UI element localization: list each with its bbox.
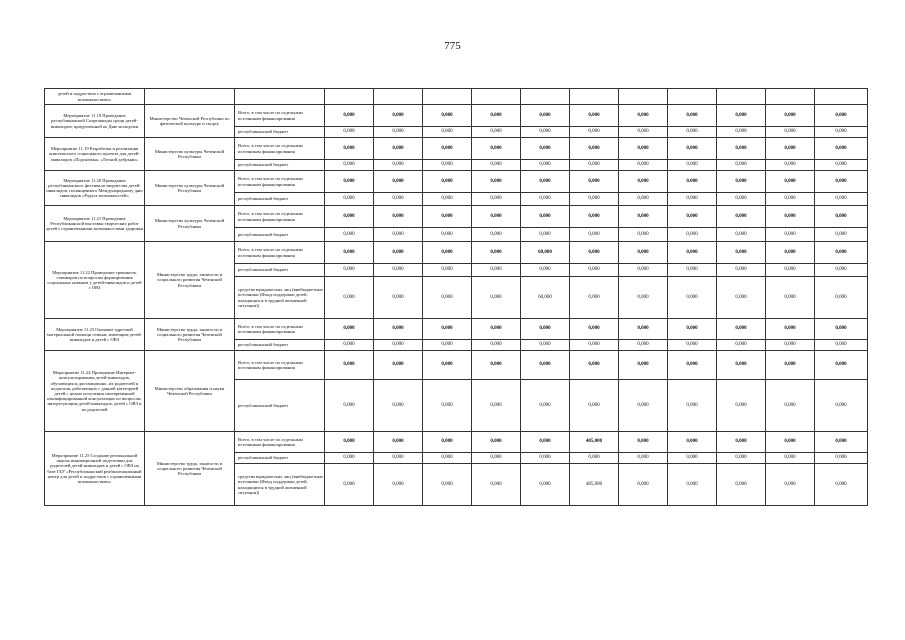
amount-cell: 0,000 (374, 171, 423, 193)
amount-cell: 0,000 (570, 228, 619, 242)
funding-source-cell: Всего, в том числе по отдельным источникам финансирования (235, 138, 325, 160)
amount-cell: 0,000 (766, 432, 815, 453)
amount-cell: 0,000 (423, 340, 472, 351)
amount-cell: 60,000 (521, 277, 570, 319)
amount-cell: 0,000 (815, 206, 868, 228)
amount-cell: 0,000 (815, 193, 868, 206)
amount-cell: 0,000 (325, 277, 374, 319)
amount-cell: 0,000 (423, 193, 472, 206)
amount-cell: 0,000 (668, 319, 717, 340)
amount-cell: 0,000 (619, 127, 668, 138)
amount-cell: 0,000 (766, 160, 815, 171)
amount-cell: 0,000 (325, 453, 374, 464)
amount-cell: 0,000 (423, 138, 472, 160)
funding-source-cell: республиканский бюджет (235, 340, 325, 351)
amount-cell: 0,000 (374, 206, 423, 228)
amount-cell: 0,000 (374, 242, 423, 264)
amount-cell: 0,000 (472, 464, 521, 506)
amount-cell: 0,000 (570, 127, 619, 138)
amount-cell: 0,000 (423, 380, 472, 432)
amount-cell: 0,000 (521, 453, 570, 464)
amount-cell: 0,000 (619, 464, 668, 506)
budget-table (44, 88, 868, 506)
executor-cell: Министерство труда, занятости и социального развития Чеченской Республики (145, 242, 235, 319)
funding-source-cell: Всего, в том числе по отдельным источникам финансирования (235, 171, 325, 193)
amount-cell: 0,000 (374, 432, 423, 453)
amount-cell: 0,000 (325, 171, 374, 193)
executor-cell: Министерство труда, занятости и социального развития Чеченской Республики (145, 319, 235, 351)
amount-cell: 0,000 (374, 138, 423, 160)
amount-cell: 0,000 (521, 464, 570, 506)
amount-cell: 0,000 (570, 193, 619, 206)
amount-cell: 0,000 (472, 171, 521, 193)
amount-cell: 0,000 (472, 193, 521, 206)
amount-cell: 0,000 (521, 340, 570, 351)
funding-source-cell: средства юридических лиц (внебюджетные источники (Фонд поддержки детей, находящихся в трудной жизненной ситуации)) (235, 277, 325, 319)
amount-cell: 0,000 (423, 206, 472, 228)
amount-cell: 0,000 (472, 351, 521, 380)
amount-cell: 0,000 (423, 171, 472, 193)
table-row (45, 171, 868, 193)
table-row (45, 206, 868, 228)
funding-source-cell: республиканский бюджет (235, 193, 325, 206)
amount-cell: 0,000 (815, 105, 868, 127)
table-row (45, 319, 868, 340)
amount-cell: 0,000 (766, 206, 815, 228)
amount-cell: 0,000 (619, 160, 668, 171)
amount-cell: 0,000 (766, 351, 815, 380)
amount-cell: 0,000 (619, 242, 668, 264)
amount-cell: 0,000 (423, 277, 472, 319)
amount-cell: 0,000 (619, 432, 668, 453)
amount-cell: 0,000 (521, 105, 570, 127)
amount-cell: 0,000 (668, 242, 717, 264)
amount-cell: 0,000 (766, 453, 815, 464)
amount-cell: 0,000 (521, 193, 570, 206)
amount-cell: 0,000 (815, 160, 868, 171)
amount-cell: 0,000 (668, 380, 717, 432)
amount-cell: 0,000 (423, 264, 472, 277)
amount-cell: 0,000 (668, 453, 717, 464)
amount-cell: 0,000 (325, 242, 374, 264)
measure-cell: Мероприятие 11.23 Оказание адресной материальной помощи семьям, имеющим детей-инвалидов и детей с ОВЗ (45, 319, 145, 351)
amount-cell: 485,000 (570, 432, 619, 453)
amount-cell: 0,000 (472, 206, 521, 228)
amount-cell: 0,000 (570, 351, 619, 380)
table-row (45, 105, 868, 127)
amount-cell: 0,000 (717, 105, 766, 127)
amount-cell: 0,000 (521, 264, 570, 277)
amount-cell: 0,000 (815, 277, 868, 319)
amount-cell: 0,000 (423, 464, 472, 506)
amount-cell: 0,000 (668, 432, 717, 453)
amount-cell: 0,000 (374, 127, 423, 138)
amount-cell: 0,000 (423, 319, 472, 340)
amount-cell: 0,000 (472, 319, 521, 340)
funding-source-cell: Всего, в том числе по отдельным источникам финансирования (235, 242, 325, 264)
amount-cell: 0,000 (766, 277, 815, 319)
amount-cell: 0,000 (815, 340, 868, 351)
amount-cell: 0,000 (766, 193, 815, 206)
amount-cell: 0,000 (374, 193, 423, 206)
measure-cell: Мероприятие 11.24 Проведение Интернет-консультирования детей-инвалидов, обучающихся дистанционно, их родителей и педагогов, работающих с данной категорией детей с целью получения своевременной квалифицированной консультации по вопросам, интересующим детей-инвалидов, детей с ОВЗ и их родителей (45, 351, 145, 432)
amount-cell: 0,000 (668, 171, 717, 193)
amount-cell: 0,000 (325, 138, 374, 160)
amount-cell: 0,000 (815, 453, 868, 464)
funding-source-cell: средства юридических лиц (внебюджетные источники (Фонд поддержки детей, находящихся в трудной жизненной ситуации)) (235, 464, 325, 506)
amount-cell: 0,000 (815, 380, 868, 432)
amount-cell: 0,000 (570, 340, 619, 351)
amount-cell: 0,000 (325, 432, 374, 453)
amount-cell: 0,000 (423, 351, 472, 380)
amount-cell: 0,000 (668, 277, 717, 319)
amount-cell: 0,000 (766, 380, 815, 432)
table-row (45, 242, 868, 264)
amount-cell: 0,000 (472, 228, 521, 242)
amount-cell: 0,000 (619, 277, 668, 319)
amount-cell: 0,000 (619, 351, 668, 380)
amount-cell: 0,000 (325, 228, 374, 242)
amount-cell: 0,000 (521, 319, 570, 340)
amount-cell: 0,000 (668, 105, 717, 127)
table-row (45, 351, 868, 380)
page-number: 775 (444, 40, 461, 52)
amount-cell: 0,000 (717, 351, 766, 380)
funding-source-cell: Всего, в том числе по отдельным источникам финансирования (235, 351, 325, 380)
amount-cell: 0,000 (815, 264, 868, 277)
amount-cell: 0,000 (717, 464, 766, 506)
funding-source-cell: республиканский бюджет (235, 160, 325, 171)
amount-cell: 0,000 (717, 228, 766, 242)
amount-cell: 0,000 (374, 319, 423, 340)
amount-cell: 0,000 (472, 160, 521, 171)
amount-cell: 0,000 (815, 127, 868, 138)
amount-cell: 0,000 (668, 138, 717, 160)
amount-cell: 0,000 (325, 160, 374, 171)
amount-cell: 0,000 (570, 242, 619, 264)
amount-cell: 60,000 (521, 242, 570, 264)
amount-cell: 0,000 (766, 340, 815, 351)
funding-source-cell: Всего, в том числе по отдельным источникам финансирования (235, 319, 325, 340)
amount-cell: 0,000 (815, 351, 868, 380)
amount-cell: 0,000 (570, 277, 619, 319)
amount-cell: 0,000 (668, 351, 717, 380)
amount-cell: 0,000 (521, 351, 570, 380)
amount-cell: 0,000 (374, 340, 423, 351)
funding-source-cell: Всего, в том числе по отдельным источникам финансирования (235, 206, 325, 228)
funding-source-cell: Всего, в том числе по отдельным источникам финансирования (235, 432, 325, 453)
amount-cell: 0,000 (766, 138, 815, 160)
amount-cell: 0,000 (766, 105, 815, 127)
executor-cell: Министерство культуры Чеченской Республики (145, 171, 235, 206)
amount-cell: 0,000 (521, 228, 570, 242)
amount-cell: 0,000 (325, 340, 374, 351)
amount-cell: 0,000 (472, 242, 521, 264)
amount-cell: 0,000 (668, 228, 717, 242)
amount-cell: 0,000 (570, 105, 619, 127)
amount-cell: 0,000 (815, 464, 868, 506)
amount-cell: 0,000 (668, 193, 717, 206)
amount-cell: 0,000 (815, 171, 868, 193)
amount-cell: 0,000 (717, 380, 766, 432)
amount-cell: 0,000 (423, 127, 472, 138)
funding-source-cell: республиканский бюджет (235, 264, 325, 277)
amount-cell: 0,000 (325, 380, 374, 432)
amount-cell: 0,000 (619, 340, 668, 351)
amount-cell: 0,000 (570, 319, 619, 340)
amount-cell: 0,000 (472, 127, 521, 138)
amount-cell: 0,000 (766, 171, 815, 193)
amount-cell: 0,000 (325, 127, 374, 138)
amount-cell: 0,000 (423, 105, 472, 127)
amount-cell: 0,000 (717, 127, 766, 138)
amount-cell: 0,000 (619, 319, 668, 340)
funding-source-cell: Всего, в том числе по отдельным источникам финансирования (235, 105, 325, 127)
amount-cell: 0,000 (570, 138, 619, 160)
amount-cell: 0,000 (423, 242, 472, 264)
amount-cell: 0,000 (325, 206, 374, 228)
amount-cell: 0,000 (815, 242, 868, 264)
amount-cell: 0,000 (423, 453, 472, 464)
funding-source-cell: республиканский бюджет (235, 453, 325, 464)
amount-cell: 0,000 (423, 432, 472, 453)
amount-cell: 0,000 (521, 432, 570, 453)
amount-cell: 0,000 (374, 464, 423, 506)
executor-cell: Министерство образования и науки Чеченской Республики (145, 351, 235, 432)
amount-cell: 0,000 (668, 206, 717, 228)
funding-source-cell: республиканский бюджет (235, 380, 325, 432)
executor-cell: Министерство Чеченской Республики по физической культуре и спорту (145, 105, 235, 138)
amount-cell: 0,000 (570, 264, 619, 277)
amount-cell: 0,000 (668, 340, 717, 351)
amount-cell: 0,000 (766, 264, 815, 277)
amount-cell: 0,000 (325, 264, 374, 277)
measure-cell: Мероприятие 11.18 Проведение республиканской Спартакиады среди детей-инвалидов, приуроченной ко Дню молодежи (45, 105, 145, 138)
amount-cell: 0,000 (472, 380, 521, 432)
amount-cell: 0,000 (717, 138, 766, 160)
amount-cell: 0,000 (717, 160, 766, 171)
amount-cell: 0,000 (472, 105, 521, 127)
amount-cell: 0,000 (619, 105, 668, 127)
amount-cell: 0,000 (325, 464, 374, 506)
amount-cell: 0,000 (717, 319, 766, 340)
amount-cell: 0,000 (521, 160, 570, 171)
executor-cell: Министерство культуры Чеченской Республики (145, 138, 235, 171)
amount-cell: 0,000 (521, 171, 570, 193)
amount-cell: 0,000 (374, 277, 423, 319)
amount-cell: 0,000 (374, 380, 423, 432)
amount-cell: 485,000 (570, 464, 619, 506)
amount-cell: 0,000 (668, 264, 717, 277)
amount-cell: 0,000 (325, 319, 374, 340)
amount-cell: 0,000 (374, 228, 423, 242)
amount-cell: 0,000 (325, 105, 374, 127)
measure-cell: Мероприятие 11.19 Разработка и реализация комплексного социального проекта для детей-инвалидов «Подснежка» «Лесной добрыни» (45, 138, 145, 171)
amount-cell: 0,000 (521, 206, 570, 228)
funding-source-cell: республиканский бюджет (235, 127, 325, 138)
amount-cell: 0,000 (619, 264, 668, 277)
amount-cell: 0,000 (717, 340, 766, 351)
amount-cell: 0,000 (472, 340, 521, 351)
executor-cell: Министерство труда, занятости и социального развития Чеченской Республики (145, 432, 235, 506)
amount-cell: 0,000 (570, 380, 619, 432)
amount-cell: 0,000 (570, 206, 619, 228)
amount-cell: 0,000 (472, 432, 521, 453)
amount-cell: 0,000 (717, 264, 766, 277)
amount-cell: 0,000 (815, 432, 868, 453)
amount-cell: 0,000 (570, 160, 619, 171)
amount-cell: 0,000 (374, 160, 423, 171)
amount-cell: 0,000 (374, 264, 423, 277)
amount-cell: 0,000 (717, 171, 766, 193)
amount-cell: 0,000 (423, 228, 472, 242)
amount-cell: 0,000 (717, 453, 766, 464)
amount-cell: 0,000 (668, 464, 717, 506)
table-row (45, 432, 868, 453)
amount-cell: 0,000 (717, 432, 766, 453)
amount-cell: 0,000 (766, 228, 815, 242)
measure-cell: Мероприятие 11.25 Создание региональной школы инновационной подготовки для родителей детей-инвалидов и детей с ОВЗ на базе ГБУ «Республиканский реабилитационный центр для детей и подростков с ограниченными возможностями» (45, 432, 145, 506)
amount-cell: 0,000 (815, 319, 868, 340)
amount-cell: 0,000 (325, 351, 374, 380)
amount-cell: 0,000 (619, 171, 668, 193)
executor-cell: Министерство культуры Чеченской Республики (145, 206, 235, 242)
amount-cell: 0,000 (619, 228, 668, 242)
amount-cell: 0,000 (766, 319, 815, 340)
amount-cell: 0,000 (472, 453, 521, 464)
amount-cell: 0,000 (717, 242, 766, 264)
amount-cell: 0,000 (521, 380, 570, 432)
funding-source-cell: республиканский бюджет (235, 228, 325, 242)
amount-cell: 0,000 (815, 138, 868, 160)
amount-cell: 0,000 (619, 193, 668, 206)
amount-cell: 0,000 (570, 171, 619, 193)
continuation-cell: детей и подростков с ограниченными возможностями» (45, 89, 145, 105)
amount-cell: 0,000 (325, 193, 374, 206)
amount-cell: 0,000 (766, 242, 815, 264)
amount-cell: 0,000 (472, 138, 521, 160)
amount-cell: 0,000 (717, 193, 766, 206)
table-row (45, 138, 868, 160)
amount-cell: 0,000 (766, 464, 815, 506)
amount-cell: 0,000 (472, 277, 521, 319)
amount-cell: 0,000 (766, 127, 815, 138)
amount-cell: 0,000 (717, 206, 766, 228)
amount-cell: 0,000 (423, 160, 472, 171)
amount-cell: 0,000 (521, 127, 570, 138)
continuation-row (45, 89, 868, 105)
measure-cell: Мероприятие 11.22 Проведение тренингов, семинаров по вопросам формирования социальных навыков у детей-инвалидов и детей с ОВЗ (45, 242, 145, 319)
amount-cell: 0,000 (619, 206, 668, 228)
amount-cell: 0,000 (570, 453, 619, 464)
amount-cell: 0,000 (619, 138, 668, 160)
measure-cell: Мероприятие 11.20 Проведение республиканского фестиваля творчества детей-инвалидов, посвященного Международному дню инвалидов «Радуга возможностей» (45, 171, 145, 206)
measure-cell: Мероприятие 11.21 Проведение Республиканской выставки творческих работ детей с ограниченными возможностями здоровья (45, 206, 145, 242)
amount-cell: 0,000 (619, 380, 668, 432)
amount-cell: 0,000 (521, 138, 570, 160)
amount-cell: 0,000 (374, 453, 423, 464)
amount-cell: 0,000 (619, 453, 668, 464)
amount-cell: 0,000 (374, 351, 423, 380)
amount-cell: 0,000 (374, 105, 423, 127)
amount-cell: 0,000 (815, 228, 868, 242)
amount-cell: 0,000 (717, 277, 766, 319)
amount-cell: 0,000 (668, 160, 717, 171)
amount-cell: 0,000 (472, 264, 521, 277)
amount-cell: 0,000 (668, 127, 717, 138)
